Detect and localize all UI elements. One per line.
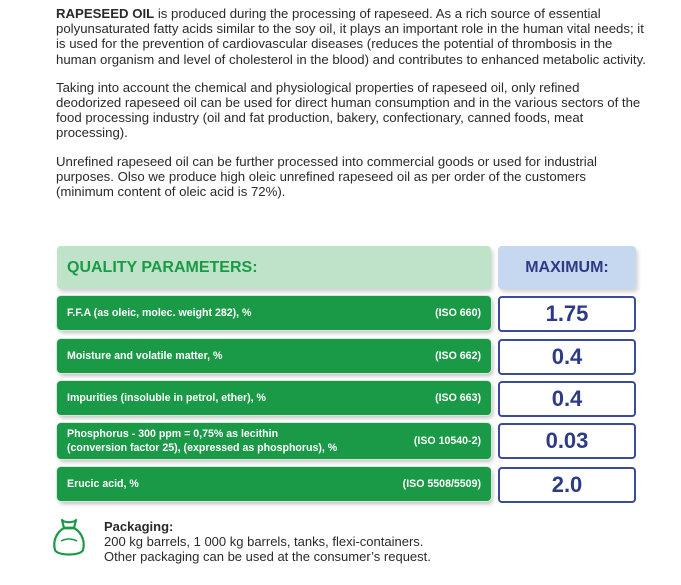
param-max-phosphorus: 0.03 <box>498 423 636 459</box>
param-label: Impurities (insoluble in petrol, ether), % <box>67 392 266 404</box>
param-label: Moisture and volatile matter, % <box>67 350 223 362</box>
param-row-erucic <box>57 467 491 501</box>
param-label: Erucic acid, % <box>67 478 139 490</box>
intro-text <box>56 6 646 212</box>
param-max-ffa: 1.75 <box>498 296 636 332</box>
param-standard: (ISO 5508/5509) <box>402 478 481 490</box>
param-max-impurities: 0.4 <box>498 381 636 417</box>
param-label-line-2: (conversion factor 25), (expressed as phosphorus), % <box>67 442 338 454</box>
param-label: F.F.A (as oleic, molec. weight 282), % <box>67 307 252 319</box>
param-standard: (ISO 662) <box>435 350 481 362</box>
param-max-erucic: 2.0 <box>498 467 636 503</box>
packaging-title: Packaging: <box>104 519 174 534</box>
packaging-line-2: Other packaging can be used at the consumer’s request. <box>104 549 431 564</box>
param-label-line-1: Phosphorus - 300 ppm = 0,75% as lecithin <box>67 428 279 440</box>
param-standard: (ISO 10540-2) <box>413 435 481 447</box>
quality-parameters-header-label: QUALITY PARAMETERS: <box>67 259 258 276</box>
param-row-moisture <box>57 339 491 373</box>
intro-paragraph-1-text: is produced during the processing of rapeseed. As a rich source of essential polyunsaturated fatty acids similar to the soy oil, it plays an important role in the human vital needs; it is used for the prevention of cardiovascular diseases (reduces the potential of thrombosis in the human organism and level of cholesterol in the blood) and contributes to enhanced metabolic activity. <box>56 6 646 67</box>
param-row-ffa <box>57 296 491 330</box>
param-row-phosphorus <box>57 423 491 459</box>
param-max-moisture: 0.4 <box>498 339 636 375</box>
intro-paragraph-3: Unrefined rapeseed oil can be further processed into commercial goods or used for industrial purposes. Olso we produce high oleic unrefined rapeseed oil as per order of the customers (minimum content of oleic acid is 72%). <box>56 153 597 200</box>
packaging-line-1: 200 kg barrels, 1 000 kg barrels, tanks, flexi-containers. <box>104 534 424 549</box>
quality-parameters-header <box>57 246 491 289</box>
maximum-header: MAXIMUM: <box>498 246 636 289</box>
param-row-impurities <box>57 381 491 415</box>
packaging-text <box>104 519 604 564</box>
param-standard: (ISO 660) <box>435 307 481 319</box>
intro-paragraph-1 <box>56 6 646 67</box>
intro-paragraph-2: Taking into account the chemical and physiological properties of rapeseed oil, only refined deodorized rapeseed oil can be used for direct human consumption and in the various sectors of the food processing industry (oil and fat production, bakery, confectionary, canned foods, meat processing). <box>56 79 641 141</box>
param-standard: (ISO 663) <box>435 392 481 404</box>
product-name: RAPESEED OIL <box>56 6 155 21</box>
sack-icon <box>52 517 86 559</box>
